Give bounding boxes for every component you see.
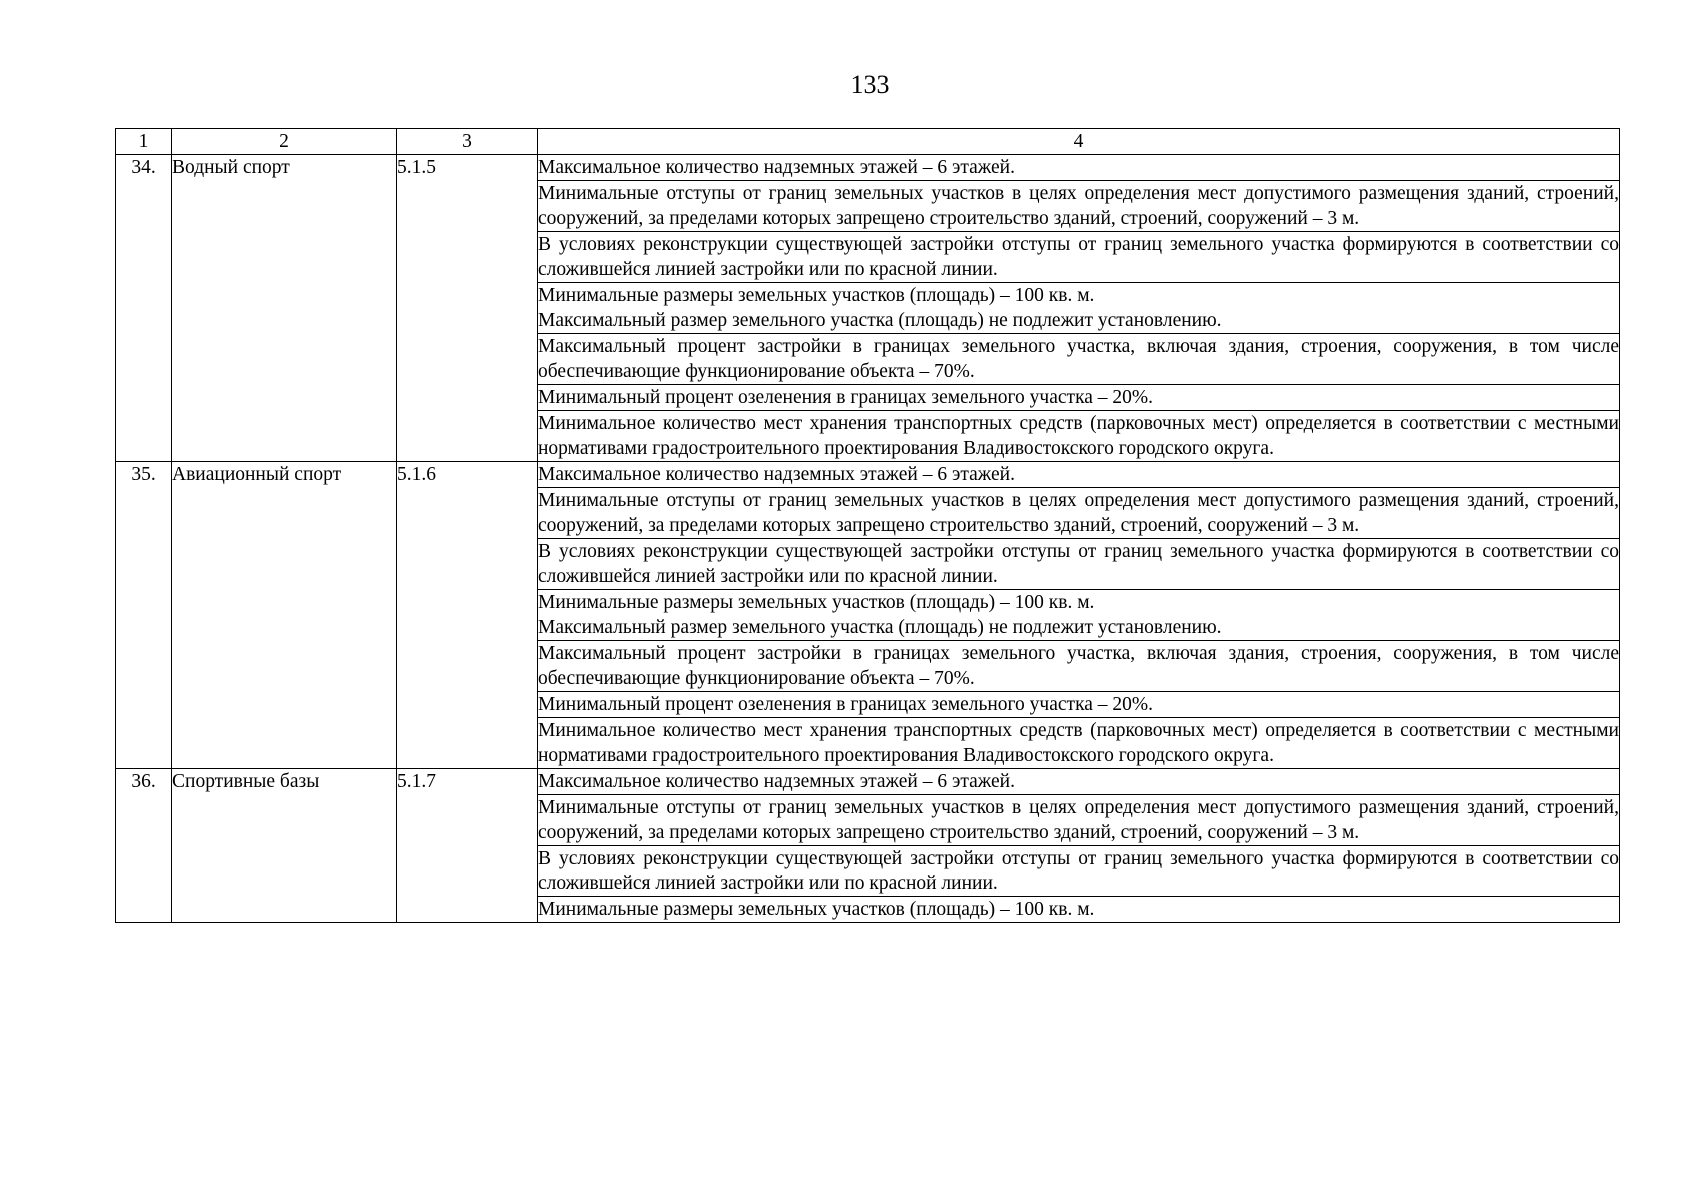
requirement-text: Минимальные отступы от границ земельных участков в целях определения мест допустимого размещения зданий, строений, сооружений, за пределами которых запрещено строительство зданий, строений, сооружений – 3 м. xyxy=(538,183,1619,229)
requirement-cell xyxy=(538,769,1620,795)
requirement-cell xyxy=(538,411,1620,462)
requirement-text: Минимальные отступы от границ земельных участков в целях определения мест допустимого размещения зданий, строений, сооружений, за пределами которых запрещено строительство зданий, строений, сооружений – 3 м. xyxy=(538,797,1619,843)
requirement-text: В условиях реконструкции существующей застройки отступы от границ земельного участка формируются в соответствии со сложившейся линией застройки или по красной линии. xyxy=(538,848,1619,894)
use-type-name: Спортивные базы xyxy=(172,769,397,923)
requirement-text: Минимальные размеры земельных участков (площадь) – 100 кв. м. xyxy=(538,899,1095,920)
row-number: 34. xyxy=(116,155,172,462)
use-type-name: Авиационный спорт xyxy=(172,462,397,769)
requirement-text: Минимальное количество мест хранения транспортных средств (парковочных мест) определяется в соответствии с местными нормативами градостроительного проектирования Владивостокского городского округа. xyxy=(538,413,1619,459)
requirement-text: Минимальные отступы от границ земельных участков в целях определения мест допустимого размещения зданий, строений, сооружений, за пределами которых запрещено строительство зданий, строений, сооружений – 3 м. xyxy=(538,490,1619,536)
table-row xyxy=(116,462,1620,488)
use-type-code: 5.1.5 xyxy=(397,155,538,462)
requirement-cell xyxy=(538,283,1620,334)
requirement-text: Максимальное количество надземных этажей – 6 этажей. xyxy=(538,464,1015,485)
header-col-2: 2 xyxy=(172,129,397,155)
requirement-cell xyxy=(538,795,1620,846)
requirement-text: Максимальное количество надземных этажей – 6 этажей. xyxy=(538,157,1015,178)
requirement-cell xyxy=(538,590,1620,641)
requirement-cell xyxy=(538,155,1620,181)
requirement-cell xyxy=(538,181,1620,232)
regulations-table xyxy=(115,128,1620,923)
requirement-cell xyxy=(538,718,1620,769)
requirement-text: Минимальные размеры земельных участков (площадь) – 100 кв. м. xyxy=(538,285,1095,306)
requirement-cell xyxy=(538,462,1620,488)
requirement-cell xyxy=(538,334,1620,385)
row-number: 35. xyxy=(116,462,172,769)
requirement-text: Минимальный процент озеленения в границах земельного участка – 20%. xyxy=(538,387,1154,408)
requirement-text: Минимальный процент озеленения в границах земельного участка – 20%. xyxy=(538,694,1154,715)
requirement-cell xyxy=(538,385,1620,411)
requirement-text: Минимальное количество мест хранения транспортных средств (парковочных мест) определяется в соответствии с местными нормативами градостроительного проектирования Владивостокского городского округа. xyxy=(538,720,1619,766)
requirement-cell xyxy=(538,539,1620,590)
requirement-text: Максимальное количество надземных этажей – 6 этажей. xyxy=(538,771,1015,792)
use-type-code: 5.1.7 xyxy=(397,769,538,923)
row-number: 36. xyxy=(116,769,172,923)
header-col-3: 3 xyxy=(397,129,538,155)
use-type-name: Водный спорт xyxy=(172,155,397,462)
requirement-text: Максимальный размер земельного участка (площадь) не подлежит установлению. xyxy=(538,310,1222,331)
table-row xyxy=(116,155,1620,181)
page-number: 133 xyxy=(850,70,890,99)
requirement-text: В условиях реконструкции существующей застройки отступы от границ земельного участка формируются в соответствии со сложившейся линией застройки или по красной линии. xyxy=(538,541,1619,587)
requirement-cell xyxy=(538,641,1620,692)
table-body xyxy=(116,155,1620,923)
requirement-cell xyxy=(538,897,1620,923)
use-type-code: 5.1.6 xyxy=(397,462,538,769)
requirement-cell xyxy=(538,232,1620,283)
requirement-cell xyxy=(538,846,1620,897)
requirement-cell xyxy=(538,488,1620,539)
requirement-text: Минимальные размеры земельных участков (площадь) – 100 кв. м. xyxy=(538,592,1095,613)
requirement-text: Максимальный размер земельного участка (площадь) не подлежит установлению. xyxy=(538,617,1222,638)
requirement-text: Максимальный процент застройки в границах земельного участка, включая здания, строения, сооружения, в том числе обеспечивающие функционирование объекта – 70%. xyxy=(538,336,1619,382)
requirement-cell xyxy=(538,692,1620,718)
header-col-1: 1 xyxy=(116,129,172,155)
requirement-text: Максимальный процент застройки в границах земельного участка, включая здания, строения, сооружения, в том числе обеспечивающие функционирование объекта – 70%. xyxy=(538,643,1619,689)
requirement-text: В условиях реконструкции существующей застройки отступы от границ земельного участка формируются в соответствии со сложившейся линией застройки или по красной линии. xyxy=(538,234,1619,280)
header-row xyxy=(116,129,1620,155)
header-col-4: 4 xyxy=(538,129,1620,155)
table-row xyxy=(116,769,1620,795)
